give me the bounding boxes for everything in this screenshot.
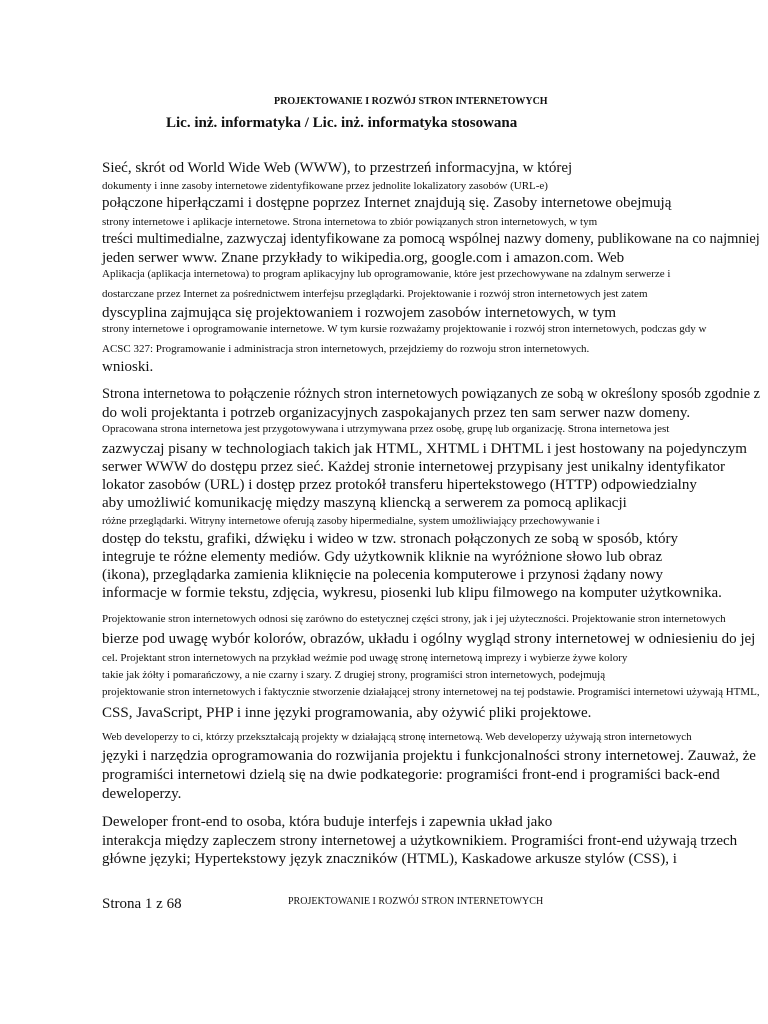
body-line: Projektowanie stron internetowych odnosi się zarówno do estetycznej części strony, jak i jej użyteczności. Projektowanie stron internetowych (102, 613, 726, 625)
body-line: połączone hiperłączami i dostępne poprzez Internet znajdują się. Zasoby internetowe obejmują (102, 195, 672, 211)
body-line: CSS, JavaScript, PHP i inne języki programowania, aby ożywić pliki projektowe. (102, 705, 592, 721)
body-line: Aplikacja (aplikacja internetowa) to program aplikacyjny lub oprogramowanie, które jest przechowywane na zdalnym serwerze i (102, 268, 671, 280)
body-line: strony internetowe i oprogramowanie internetowe. W tym kursie rozważamy projektowanie i rozwój stron internetowych, podczas gdy w (102, 323, 707, 335)
body-line: projektowanie stron internetowych i faktycznie stworzenie działającej strony internetowej na tej podstawie. Programiści internetowi używają HTML, (102, 686, 760, 698)
body-line: integruje te różne elementy mediów. Gdy użytkownik kliknie na wyróżnione słowo lub obraz (102, 549, 663, 565)
body-line: Deweloper front-end to osoba, która buduje interfejs i zapewnia układ jako (102, 814, 553, 830)
page-number: Strona 1 z 68 (102, 896, 182, 912)
document-footer-title: PROJEKTOWANIE I ROZWÓJ STRON INTERNETOWYCH (288, 896, 544, 907)
body-line: różne przeglądarki. Witryny internetowe oferują zasoby hipermedialne, system umożliwiający przechowywanie i (102, 515, 600, 527)
body-line: (ikona), przeglądarka zamienia kliknięcie na polecenia komputerowe i przynosi żądany nowy (102, 567, 664, 583)
document-header-subtitle: Lic. inż. informatyka / Lic. inż. informatyka stosowana (166, 115, 518, 131)
body-line: Sieć, skrót od World Wide Web (WWW), to przestrzeń informacyjna, w której (102, 160, 573, 176)
body-line: języki i narzędzia oprogramowania do rozwijania projektu i funkcjonalności strony internetowej. Zauważ, że (102, 748, 756, 764)
body-line: Web developerzy to ci, którzy przekształcają projekty w działającą stronę internetową. Web developerzy używają stron internetowych (102, 731, 692, 743)
body-line: dostarczane przez Internet za pośrednictwem interfejsu przeglądarki. Projektowanie i rozwój stron internetowych jest zatem (102, 288, 648, 300)
body-line: Strona internetowa to połączenie różnych stron internetowych powiązanych ze sobą w określony sposób zgodnie z (102, 386, 761, 402)
body-line: strony internetowe i aplikacje internetowe. Strona internetowa to zbiór powiązanych stron internetowych, w tym (102, 216, 598, 228)
body-line: lokator zasobów (URL) i dostęp przez protokół transferu hipertekstowego (HTTP) odpowiedzialny (102, 477, 697, 493)
body-line: treści multimedialne, zazwyczaj identyfikowane za pomocą wspólnej nazwy domeny, publikowane na co najmniej (102, 231, 760, 247)
document-header-title: PROJEKTOWANIE I ROZWÓJ STRON INTERNETOWYCH (274, 96, 548, 107)
body-line: informacje w formie tekstu, zdjęcia, wykresu, piosenki lub klipu filmowego na komputer użytkownika. (102, 585, 722, 601)
body-line: deweloperzy. (102, 786, 182, 802)
body-line: aby umożliwić komunikację między maszyną kliencką a serwerem za pomocą aplikacji (102, 495, 627, 511)
body-line: programiści internetowi dzielą się na dwie podkategorie: programiści front-end i programiści back-end (102, 767, 720, 783)
body-line: do woli projektanta i potrzeb organizacyjnych zaspokajanych przez ten sam serwer nazw domeny. (102, 405, 691, 421)
body-line: serwer WWW do dostępu przez sieć. Każdej stronie internetowej przypisany jest unikalny identyfikator (102, 459, 725, 475)
body-line: jeden serwer www. Znane przykłady to wikipedia.org, google.com i amazon.com. Web (102, 250, 625, 266)
body-line: bierze pod uwagę wybór kolorów, obrazów, układu i ogólny wygląd strony internetowej w odniesieniu do jej (102, 631, 756, 647)
body-line: ACSC 327: Programowanie i administracja stron internetowych, przejdziemy do rozwoju stron internetowych. (102, 343, 590, 355)
body-line: dyscyplina zajmująca się projektowaniem i rozwojem zasobów internetowych, w tym (102, 305, 617, 321)
body-line: interakcja między zapleczem strony internetowej a użytkownikiem. Programiści front-end używają trzech (102, 833, 738, 849)
body-line: dostęp do tekstu, grafiki, dźwięku i wideo w tzw. stronach połączonych ze sobą w sposób, który (102, 531, 678, 547)
body-line: takie jak żółty i pomarańczowy, a nie czarny i szary. Z drugiej strony, programiści stron internetowych, podejmują (102, 669, 606, 681)
body-line: cel. Projektant stron internetowych na przykład weźmie pod uwagę stronę internetową imprezy i wybierze żywe kolory (102, 652, 628, 664)
body-line: główne języki; Hypertekstowy język znaczników (HTML), Kaskadowe arkusze stylów (CSS), i (102, 851, 677, 867)
body-line: zazwyczaj pisany w technologiach takich jak HTML, XHTML i DHTML i jest hostowany na pojedynczym (102, 441, 747, 457)
body-line: dokumenty i inne zasoby internetowe zidentyfikowane przez jednolite lokalizatory zasobów (URL-e) (102, 180, 548, 192)
body-line: Opracowana strona internetowa jest przygotowywana i utrzymywana przez osobę, grupę lub organizację. Strona internetowa jest (102, 423, 670, 435)
body-line: wnioski. (102, 359, 154, 375)
